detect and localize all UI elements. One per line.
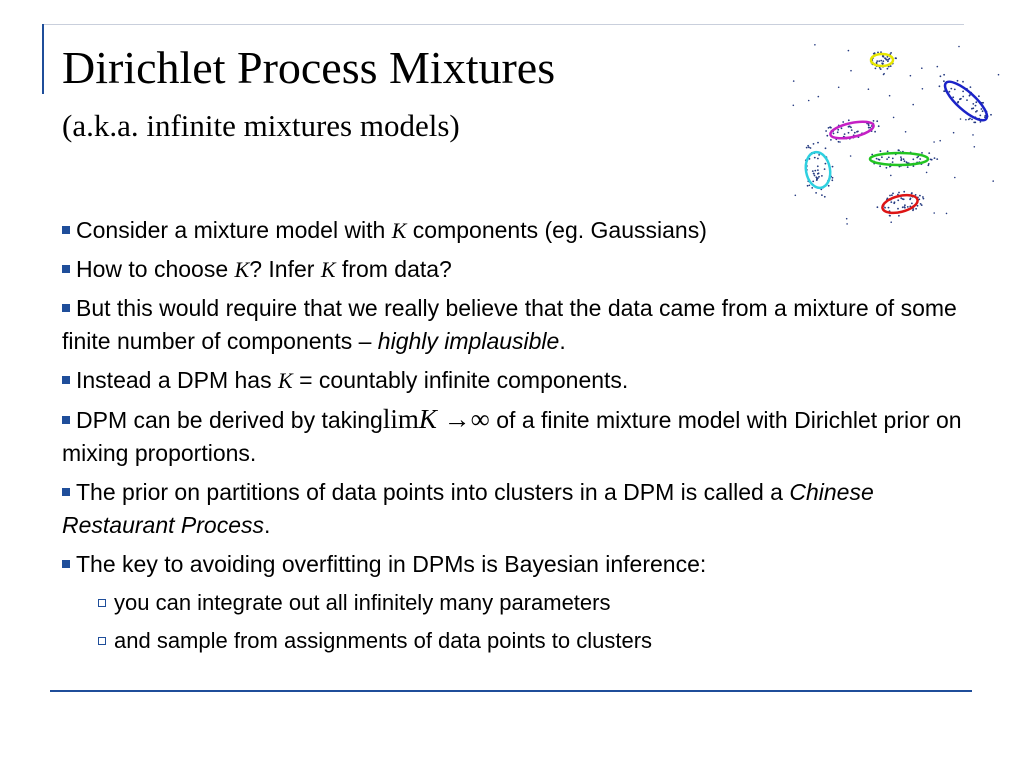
sub-bullet-list [98,587,972,657]
data-point [905,131,907,133]
data-point [876,120,878,122]
bullet-text: components (eg. Gaussians) [406,217,707,243]
data-point [919,195,921,197]
sub-bullet-item-2 [98,625,972,657]
data-point [990,114,992,116]
bullet-square-icon [62,304,70,312]
data-point [968,119,970,121]
data-point [807,185,809,187]
data-point [818,154,820,156]
data-point [854,132,856,134]
data-point [903,158,905,160]
data-point [876,158,878,160]
data-point [949,91,951,93]
data-point [888,157,890,159]
data-point [839,141,841,143]
data-point [904,207,906,209]
data-point [848,50,850,52]
bullet-text: But this would require that we really believe that the data came from a mixture of some finite number of components – [62,295,957,354]
data-point [810,147,812,149]
data-point [971,119,973,121]
data-point [850,70,852,72]
data-point [838,87,840,89]
data-point [958,46,960,48]
data-point [882,60,884,62]
bullet-item-3 [62,292,972,358]
sub-bullet-text: you can integrate out all infinitely many parameters [114,590,611,615]
data-point [807,145,809,147]
data-point [818,96,820,98]
data-point [880,51,882,53]
sub-bullet-item-1 [98,587,972,619]
data-point [912,209,914,211]
data-point [911,203,913,205]
data-point [868,125,870,127]
data-point [889,58,891,60]
data-point [848,132,850,134]
data-point [931,159,933,161]
data-point [975,101,977,103]
data-point [933,141,935,143]
bullet-square-icon [62,488,70,496]
data-point [826,135,828,137]
data-point [922,88,924,90]
data-point [869,127,871,129]
bullet-text: DPM can be derived by taking [76,407,383,433]
data-point [971,108,973,110]
data-point [821,175,823,177]
frame-bottom-rule [50,690,972,692]
data-point [926,172,928,174]
data-point [809,185,811,187]
data-point [878,125,880,127]
data-point [816,178,818,180]
data-point [954,177,956,179]
data-point [912,104,914,106]
bullet-square-icon [62,376,70,384]
data-point [897,199,899,201]
data-point [817,158,819,160]
variable-k: K [391,218,407,243]
bullet-text: Instead a DPM has [76,367,278,393]
data-point [795,195,797,197]
data-point [902,198,904,200]
data-point [881,156,883,158]
data-point [824,196,826,198]
data-point [873,120,875,122]
data-point [960,98,962,100]
data-point [818,176,820,178]
data-point [833,133,835,135]
data-point [976,110,978,112]
data-point [982,102,984,104]
data-point [939,140,941,142]
bullet-list [62,214,972,663]
data-point [874,131,876,133]
data-point [873,53,875,55]
data-point [892,158,894,160]
data-point [824,168,826,170]
bullet-item-1 [62,214,972,247]
data-point [898,149,900,151]
bullet-item-6 [62,476,972,542]
data-point [877,206,879,208]
data-point [812,170,814,172]
data-point [903,191,905,193]
slide-subtitle: (a.k.a. infinite mixtures models) [62,108,460,143]
math-arrow-infinity: →∞ [443,404,490,434]
data-point [793,80,795,82]
bullet-text: . [263,512,271,538]
data-point [960,118,962,120]
data-point [814,157,816,159]
data-point [895,57,897,59]
data-point [889,95,891,97]
limit-expression [383,404,490,434]
bullet-square-icon [62,226,70,234]
data-point [830,139,832,141]
bullet-text: . [559,328,566,354]
data-point [927,164,929,166]
data-point [844,133,846,135]
data-point [887,151,889,153]
data-point [904,160,906,162]
data-point [806,147,808,149]
data-point [898,192,900,194]
data-point [876,62,878,64]
data-point [978,95,980,97]
data-point [883,56,885,58]
data-point [919,158,921,160]
data-point [936,158,938,160]
cluster-ellipse-blue [940,76,992,126]
data-point [817,169,819,171]
data-point [957,80,959,82]
data-point [940,75,942,77]
data-point [982,110,984,112]
data-point [911,193,913,195]
data-point [838,141,840,143]
data-point [939,85,941,87]
data-point [910,75,912,77]
data-point [921,152,923,154]
bullet-item-7 [62,548,972,581]
data-point [937,66,939,68]
data-point [894,201,896,203]
data-point [892,161,894,163]
emphasis-text: highly implausible [377,328,560,354]
data-point [915,208,917,210]
data-point [962,81,964,83]
data-point [876,60,878,62]
data-point [972,103,974,105]
data-point [832,166,834,168]
data-point [886,167,888,169]
bullet-item-4 [62,364,972,397]
data-point [965,119,967,121]
data-point [970,86,972,88]
bullet-text: Consider a mixture model with [76,217,392,243]
data-point [817,142,819,144]
data-point [907,166,909,168]
bullet-text: of a finite mixture model with Dirichlet prior on mixing proportions. [62,407,962,466]
bullet-text: The key to avoiding overfitting in DPMs is Bayesian inference: [76,551,707,577]
data-point [879,165,881,167]
bullet-text: How to choose [76,256,235,282]
data-point [893,117,895,119]
data-point [904,204,906,206]
data-point [923,198,925,200]
frame-left-rule [42,24,44,94]
bullet-text: from data? [335,256,452,282]
data-point [992,180,994,182]
data-point [975,105,977,107]
data-point [878,159,880,161]
data-point [974,122,976,124]
data-point [850,155,852,157]
data-point [943,80,945,82]
data-point [883,74,885,76]
data-point [897,208,899,210]
bullet-text: ? Infer [249,256,321,282]
variable-k: K [320,257,336,282]
data-point [851,129,853,131]
data-point [974,146,976,148]
data-point [890,201,892,203]
data-point [811,187,813,189]
data-point [954,89,956,91]
data-point [890,175,892,177]
data-point [952,96,954,98]
data-point [837,129,839,131]
data-point [979,115,981,117]
data-point [922,196,924,198]
hollow-square-icon [98,599,106,607]
data-point [817,165,819,167]
data-point [837,131,839,133]
cluster-ellipse-red [881,192,920,216]
variable-k: K [234,257,250,282]
data-point [886,158,888,160]
sub-bullet-text: and sample from assignments of data points to clusters [114,628,653,653]
data-point [887,60,889,62]
data-point [818,172,820,174]
slide-title: Dirichlet Process Mixtures [62,42,556,93]
data-point [812,181,814,183]
data-point [943,74,945,76]
data-point [848,119,850,121]
data-point [889,195,891,197]
data-point [957,101,959,103]
data-point [962,91,964,93]
data-point [950,88,952,90]
data-point [821,194,823,196]
data-point [886,59,888,61]
data-point [880,68,882,70]
data-point [828,127,830,129]
bullet-square-icon [62,265,70,273]
bullet-text: = countably infinite components. [292,367,629,393]
data-point [934,157,936,159]
data-point [808,100,810,102]
data-point [880,60,882,62]
data-point [969,95,971,97]
data-point [921,67,923,69]
data-point [875,68,877,70]
data-point [848,126,850,128]
data-point [920,203,922,205]
data-point [884,207,886,209]
emphasis-text: Chinese Restaurant Process [62,479,874,538]
data-point [815,192,817,194]
data-point [857,131,859,133]
data-point [842,121,844,123]
data-point [888,207,890,209]
data-point [912,158,914,160]
data-point [892,193,894,195]
data-point [998,74,1000,76]
data-point [832,177,834,179]
data-point [900,159,902,161]
data-point [891,194,893,196]
data-point [953,132,955,134]
math-lim: lim [382,404,419,434]
bullet-square-icon [62,560,70,568]
data-point [868,88,870,90]
data-point [928,152,930,154]
data-point [962,96,964,98]
data-point [813,143,815,145]
data-point [981,108,983,110]
data-point [830,127,832,129]
data-point [831,179,833,181]
data-point [814,44,816,46]
hollow-square-icon [98,637,106,645]
data-point [910,198,912,200]
cluster-figure [778,34,1014,232]
data-point [906,161,908,163]
data-point [841,127,843,129]
data-point [793,105,795,107]
data-point [813,173,815,175]
frame-top-rule [42,24,964,25]
bullet-item-5 [62,403,972,470]
bullet-item-2 [62,253,972,286]
variable-k: K [278,368,293,393]
data-point [814,170,816,172]
bullet-text: The prior on partitions of data points into clusters in a DPM is called a [76,479,790,505]
data-point [825,147,827,149]
data-point [828,185,830,187]
data-point [966,99,968,101]
data-point [814,175,816,177]
data-point [878,60,880,62]
data-point [825,130,827,132]
data-point [972,134,974,136]
data-point [808,147,810,149]
data-point [880,150,882,152]
data-point [907,206,909,208]
data-point [887,68,889,70]
bullet-square-icon [62,416,70,424]
data-point [825,163,827,165]
data-point [900,156,902,158]
data-point [902,206,904,208]
variable-k: K [418,404,437,434]
cluster-ellipse-yellow [871,54,893,66]
